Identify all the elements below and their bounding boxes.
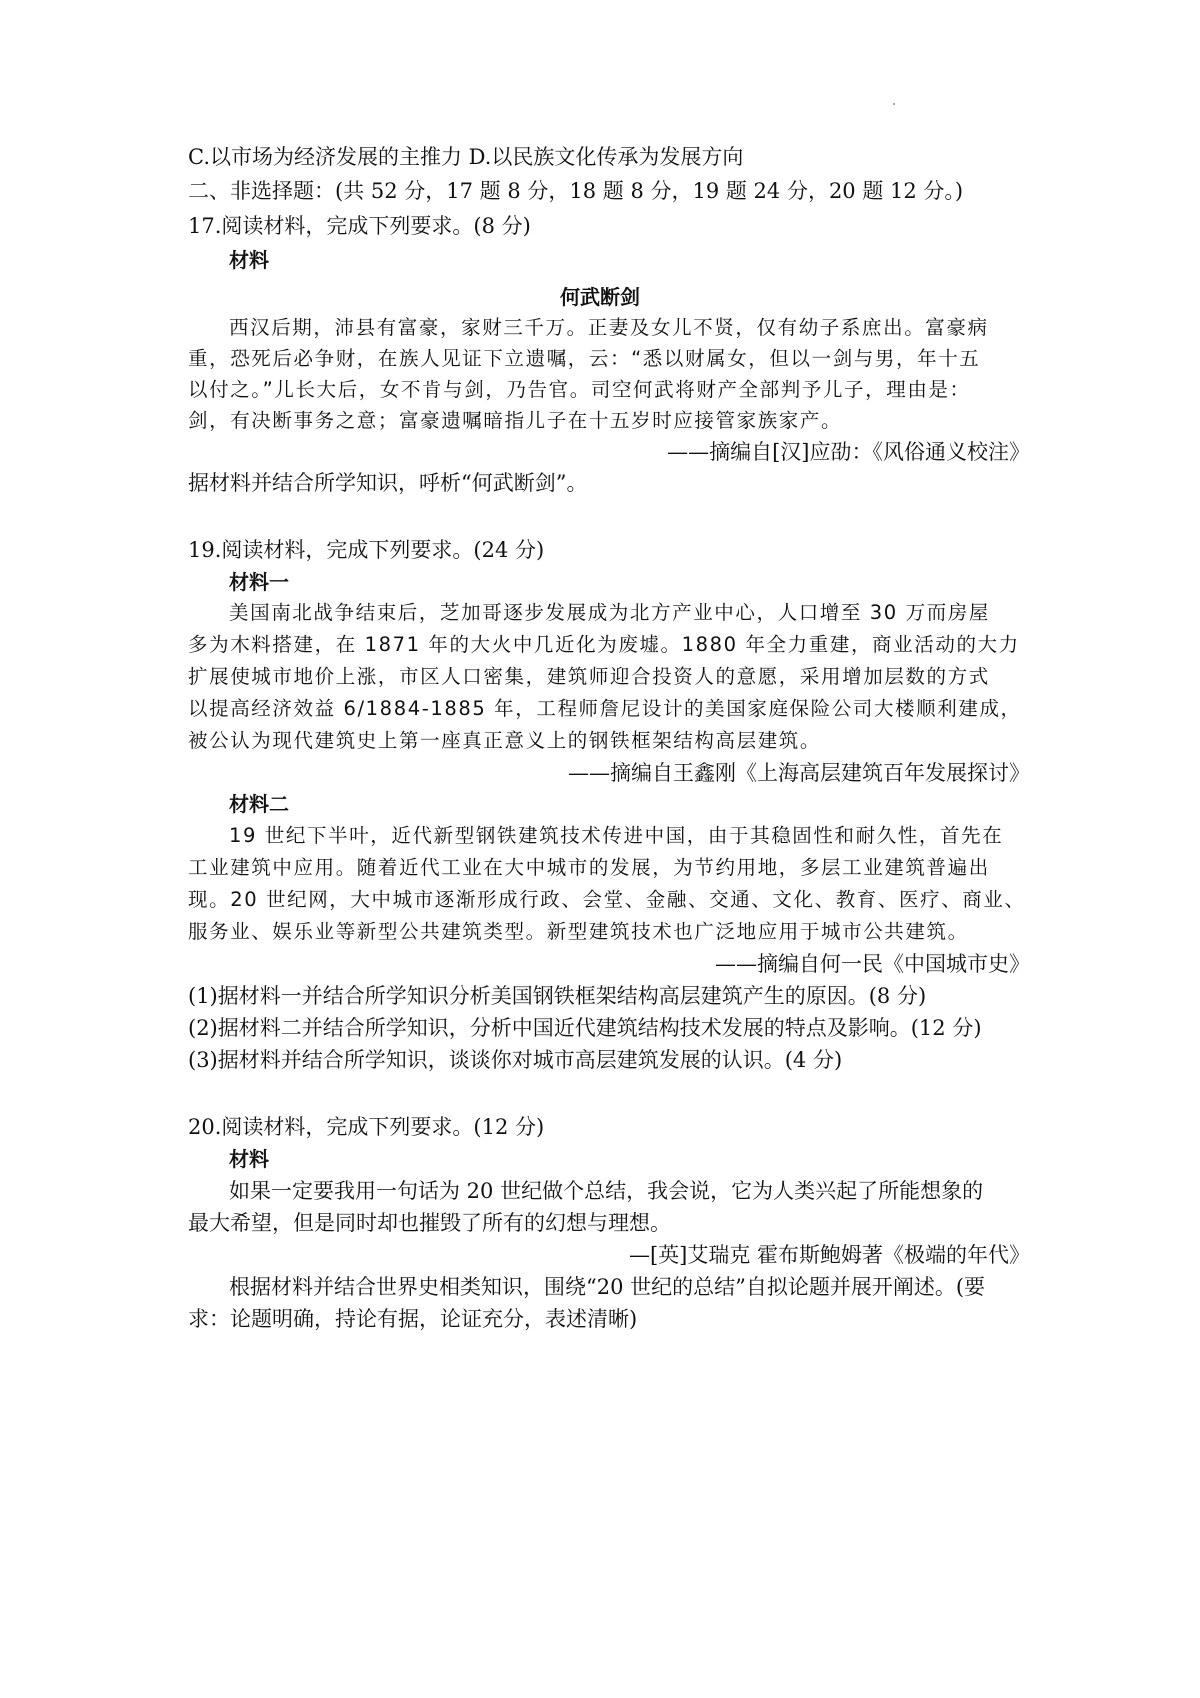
q19-material2-line: 现。20 世纪网，大中城市逐渐形成行政、会堂、金融、交通、文化、教育、医疗、商业、 [188,888,1026,911]
q17-material-line: 剑，有决断事务之意；富豪遗嘱暗指儿子在十五岁时应接管家族家产。 [188,409,843,432]
q17-material-line: 以付之。”儿长大后，女不肯与剑，乃告官。司空何武将财产全部判予儿子，理由是： [188,378,971,401]
q19-material2-source: ——摘编自何一民《中国城市史》 [715,952,1030,976]
section-header: 二、非选择题：(共 52 分，17 题 8 分，18 题 8 分，19 题 24 分，20 题 12 分。) [188,179,964,203]
q19-material1-source: ——摘编自王鑫刚《上海高层建筑百年发展探讨》 [568,761,1030,785]
q19-sub-question: (3)据材料并结合所学知识，谈谈你对城市高层建筑发展的认识。(4 分) [188,1048,843,1072]
q20-question-line: 求：论题明确，持论有据，论证充分，表述清晰) [188,1307,638,1331]
q20-material-line: 如果一定要我用一句话为 20 世纪做个总结，我会说，它为人类兴起了所能想象的 [229,1179,984,1203]
q17-material-line: 重，恐死后必争财，在族人见证下立遗嘱，云：“悉以财属女，但以一剑与男，年十五 [188,347,981,370]
q20-material-line: 最大希望，但是同时却也摧毁了所有的幻想与理想。 [188,1211,671,1235]
q19-material2-line: 19 世纪下半叶，近代新型钢铁建筑技术传进中国，由于其稳固性和耐久性，首先在 [229,824,1004,847]
q19-stem: 19.阅读材料，完成下列要求。(24 分) [188,538,545,562]
q19-sub-question: (1)据材料一并结合所学知识分析美国钢铁框架结构高层建筑产生的原因。(8 分) [188,984,927,1008]
q19-material1-line: 以提高经济效益 6/1884-1885 年，工程师詹尼设计的美国家庭保险公司大楼顺利建成， [188,697,1022,720]
q17-stem: 17.阅读材料，完成下列要求。(8 分) [188,214,531,238]
q20-question-line: 根据材料并结合世界史相类知识，围绕“20 世纪的总结”自拟论题并展开阐述。(要 [229,1275,986,1299]
q19-material2-line: 服务业、娱乐业等新型公共建筑类型。新型建筑技术也广泛地应用于城市公共建筑。 [188,920,969,943]
q19-sub-question: (2)据材料二并结合所学知识，分析中国近代建筑结构技术发展的特点及影响。(12 分) [188,1016,982,1040]
q19-material1-line: 扩展使城市地价上涨，市区人口密集，建筑师迎合投资人的意愿，采用增加层数的方式 [188,665,990,688]
q19-material1-line: 被公认为现代建筑史上第一座真正意义上的钢铁框架结构高层建筑。 [188,729,822,752]
q20-material-label: 材料 [229,1147,269,1171]
q20-stem: 20.阅读材料，完成下列要求。(12 分) [188,1115,545,1139]
q17-material-label: 材料 [229,248,269,272]
q19-material1-line: 多为木料搭建，在 1871 年的大火中几近化为废墟。1880 年全力重建，商业活动的大力 [188,633,1020,656]
q19-material1-line: 美国南北战争结束后，芝加哥逐步发展成为北方产业中心，人口增至 30 万而房屋 [229,601,991,624]
q17-source: ——摘编自[汉]应劭：《风俗通义校注》 [667,440,1030,464]
q19-material2-label: 材料二 [229,792,289,816]
q19-material1-label: 材料一 [229,570,289,594]
q17-material-title: 何武断剑 [560,285,640,309]
q17-question: 据材料并结合所学知识，呼析“何武断剑”。 [188,471,588,495]
option-line-cd: C.以市场为经济发展的主推力 D.以民族文化传承为发展方向 [188,145,744,169]
q17-material-line: 西汉后期，沛县有富豪，家财三千万。正妻及女儿不贤，仅有幼子系庶出。富豪病 [229,316,989,339]
q20-source: —[英]艾瑞克 霍布斯鲍姆著《极端的年代》 [628,1243,1030,1267]
scan-speck [893,103,895,105]
q19-material2-line: 工业建筑中应用。随着近代工业在大中城市的发展，为节约用地，多层工业建筑普遍出 [188,856,990,879]
